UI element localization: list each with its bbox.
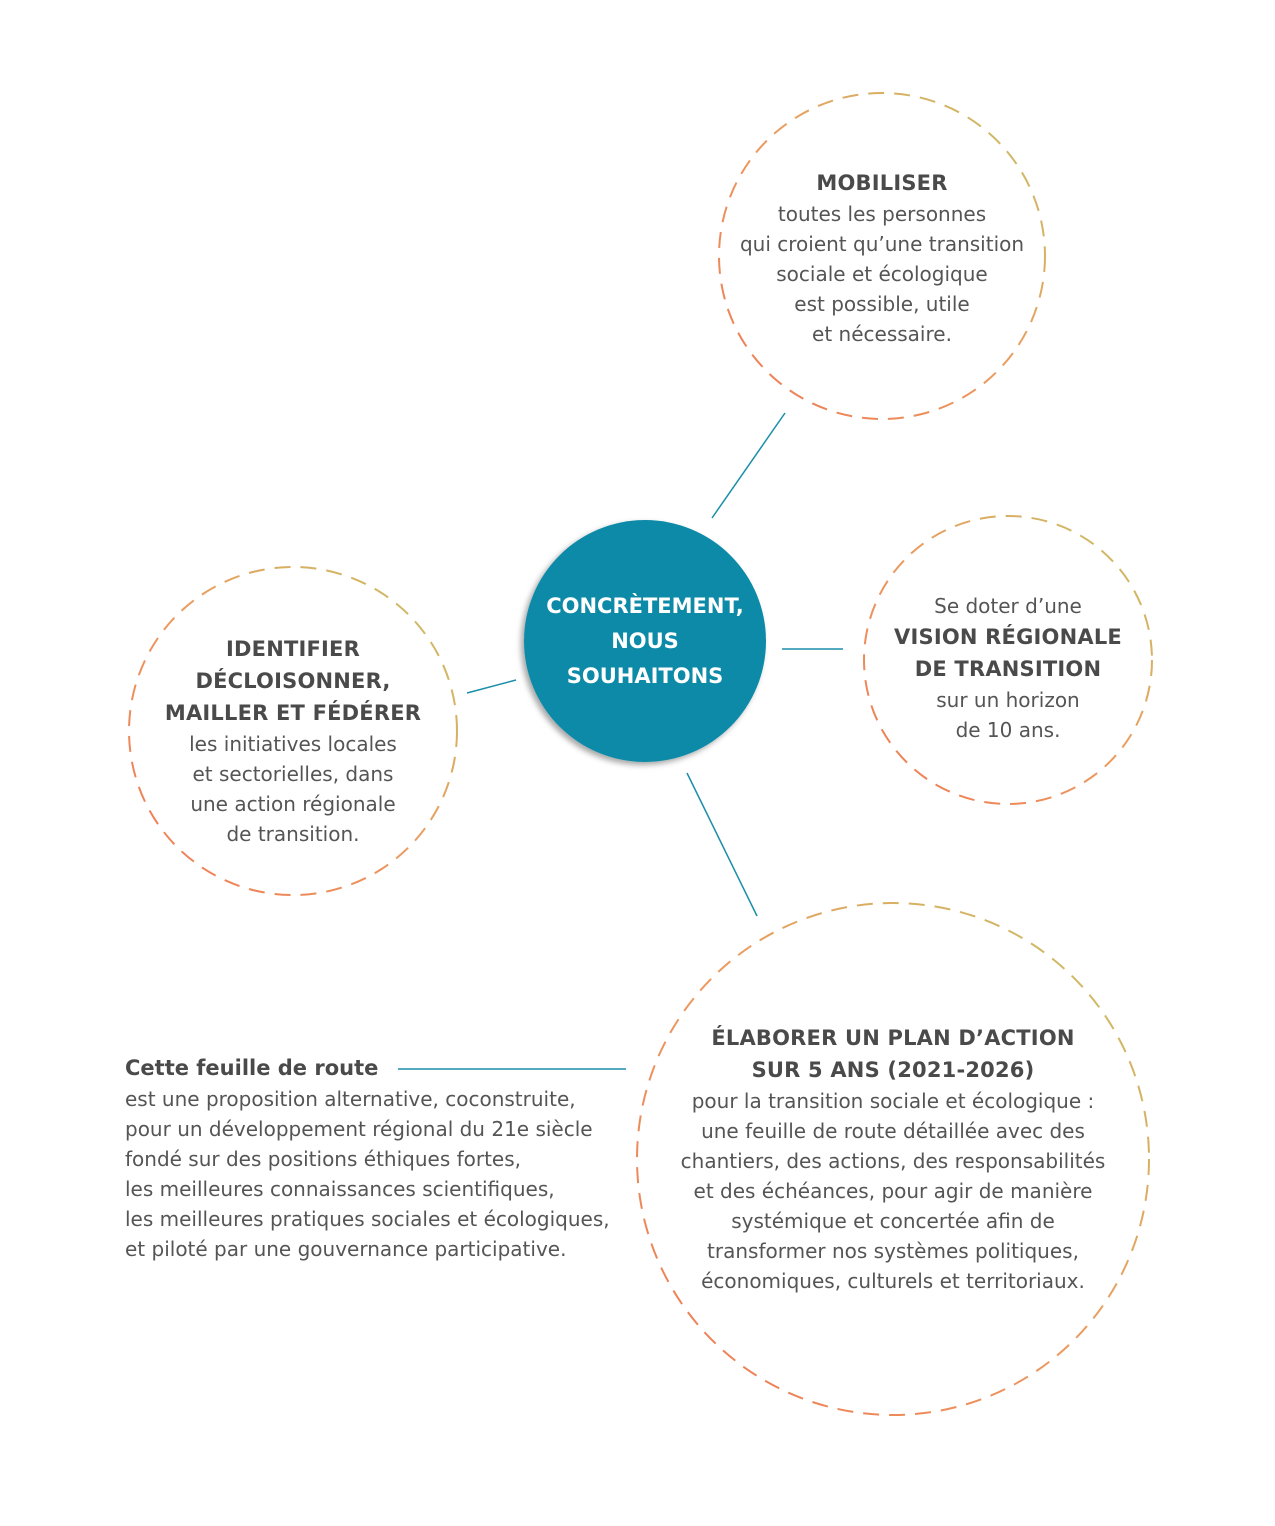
bubble-elaborer xyxy=(660,1020,1126,1298)
feuille-de-route-note xyxy=(125,1052,625,1264)
center-label xyxy=(522,520,768,762)
text-line: MOBILISER xyxy=(816,171,948,195)
text-line: ÉLABORER UN PLAN D’ACTION xyxy=(711,1026,1075,1050)
text-line: DÉCLOISONNER, xyxy=(195,669,391,693)
text-line: IDENTIFIER xyxy=(226,637,360,661)
text-line: de transition. xyxy=(226,822,360,846)
text-line: SUR 5 ANS (2021-2026) xyxy=(751,1058,1035,1082)
text-line: une action régionale xyxy=(190,792,396,816)
bubble-identifier xyxy=(150,632,436,850)
text-line: et des échéances, pour agir de manière xyxy=(693,1179,1093,1203)
text-line: VISION RÉGIONALE xyxy=(894,625,1122,649)
text-line: de 10 ans. xyxy=(955,718,1061,742)
bubble-mobiliser xyxy=(735,165,1029,351)
bubble-mobiliser-title xyxy=(816,167,947,199)
text-line: les meilleures connaissances scientifiques, xyxy=(125,1177,555,1201)
text-line: transformer nos systèmes politiques, xyxy=(707,1239,1079,1263)
text-line: et piloté par une gouvernance participative. xyxy=(125,1237,567,1261)
text-line: qui croient qu’une transition xyxy=(739,232,1025,256)
text-line: et sectorielles, dans xyxy=(192,762,394,786)
text-line: DE TRANSITION xyxy=(914,657,1102,681)
connector-mobiliser xyxy=(712,413,785,518)
bubble-mobiliser-body xyxy=(740,199,1024,349)
bubble-elaborer-body xyxy=(681,1086,1106,1296)
feuille-body xyxy=(125,1084,625,1264)
text-line: les meilleures pratiques sociales et écologiques, xyxy=(125,1207,610,1231)
connector-identifier xyxy=(467,680,516,693)
text-line: Se doter d’une xyxy=(934,594,1082,618)
bubble-vision xyxy=(880,588,1136,748)
feuille-title: Cette feuille de route xyxy=(125,1056,379,1080)
text-line: toutes les personnes xyxy=(777,202,987,226)
text-line: sur un horizon xyxy=(936,688,1080,712)
text-line: systémique et concertée afin de xyxy=(731,1209,1055,1233)
text-line: est une proposition alternative, coconstruite, xyxy=(125,1087,576,1111)
center-label-line: NOUS xyxy=(611,628,679,653)
center-label-line: SOUHAITONS xyxy=(566,663,724,688)
text-line: économiques, culturels et territoriaux. xyxy=(701,1269,1085,1293)
text-line: et nécessaire. xyxy=(812,322,952,346)
connector-elaborer xyxy=(687,773,757,916)
text-line: chantiers, des actions, des responsabilités xyxy=(680,1149,1106,1173)
text-line: sociale et écologique xyxy=(776,262,988,286)
center-label-line: CONCRÈTEMENT, xyxy=(546,593,744,618)
text-line: une feuille de route détaillée avec des xyxy=(701,1119,1085,1143)
bubble-identifier-title xyxy=(165,633,421,729)
text-line: pour un développement régional du 21e siècle xyxy=(125,1117,593,1141)
bubble-elaborer-title xyxy=(711,1022,1074,1086)
bubble-vision-body xyxy=(936,685,1080,745)
bubble-identifier-body xyxy=(189,729,397,849)
text-line: fondé sur des positions éthiques fortes, xyxy=(125,1147,522,1171)
bubble-vision-title xyxy=(894,621,1122,685)
text-line: MAILLER ET FÉDÉRER xyxy=(164,701,422,725)
text-line: est possible, utile xyxy=(794,292,970,316)
bubble-vision-intro xyxy=(934,591,1082,621)
text-line: les initiatives locales xyxy=(189,732,397,756)
text-line: pour la transition sociale et écologique : xyxy=(691,1089,1095,1113)
